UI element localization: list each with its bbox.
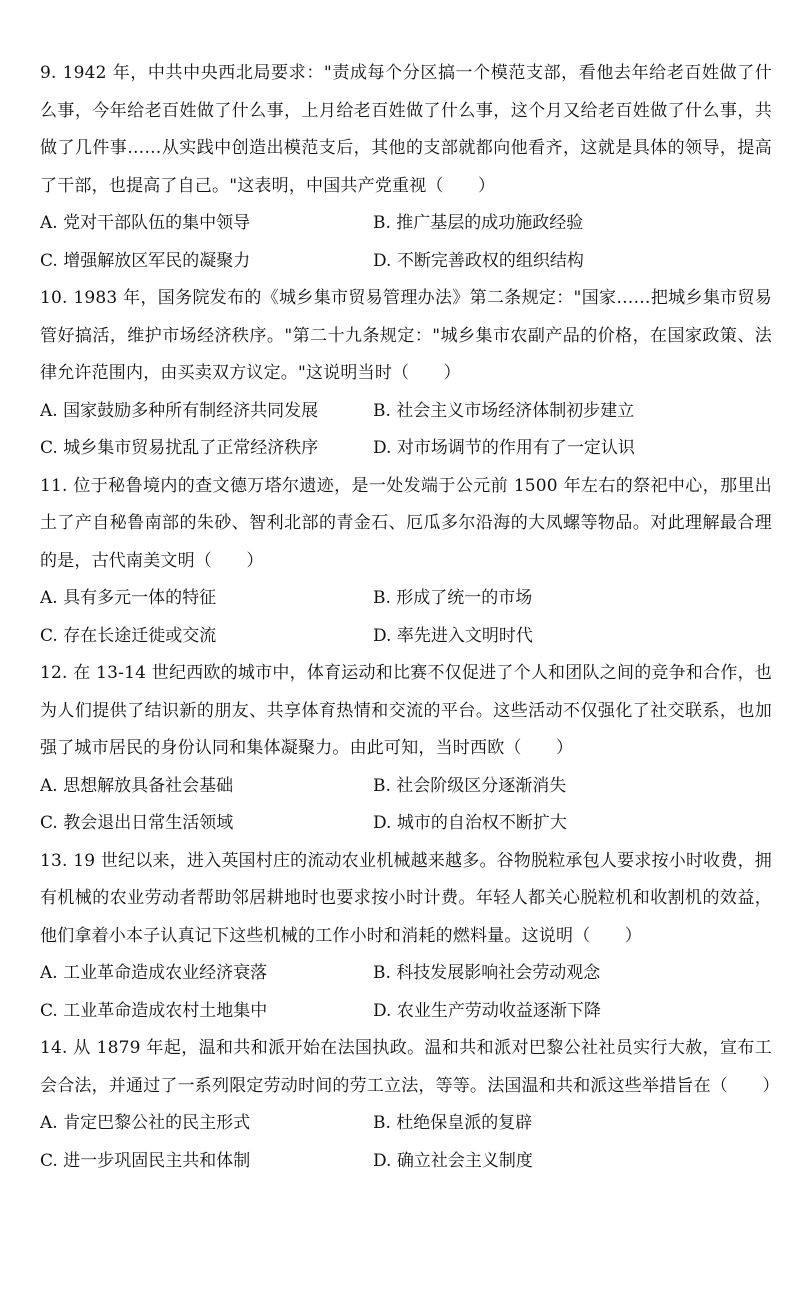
option-c[interactable]: C. 增强解放区军民的凝聚力 bbox=[40, 250, 251, 271]
options bbox=[40, 393, 772, 468]
option-d[interactable]: D. 农业生产劳动收益逐渐下降 bbox=[373, 1000, 601, 1021]
option-a[interactable]: A. 工业革命造成农业经济衰落 bbox=[40, 963, 268, 983]
question-stem: 13. 19 世纪以来，进入英国村庄的流动农业机械越来越多。谷物脱粒承包人要求按小时收费，拥有机械的农业劳动者帮助邻居耕地时也要求按小时计费。年轻人都关心脱粒机和收割机的效益，他们拿着小本子认真记下这些机械的工作小时和消耗的燃料量。这说明（ ） bbox=[40, 850, 772, 946]
question-stem: 10. 1983 年，国务院发布的《城乡集市贸易管理办法》第二条规定："国家……把城乡集市贸易管好搞活，维护市场经济秩序。"第二十九条规定："城乡集市农副产品的价格，在国家政策、法律允许范围内，由买卖双方议定。"这说明当时（ ） bbox=[40, 288, 772, 383]
option-d[interactable]: D. 率先进入文明时代 bbox=[373, 625, 533, 646]
option-b[interactable]: B. 科技发展影响社会劳动观念 bbox=[373, 963, 601, 983]
option-d[interactable]: D. 不断完善政权的组织结构 bbox=[373, 250, 584, 271]
options bbox=[40, 955, 772, 1030]
option-a[interactable]: A. 思想解放具备社会基础 bbox=[40, 775, 234, 796]
option-c[interactable]: C. 教会退出日常生活领域 bbox=[40, 813, 234, 833]
question-9 bbox=[40, 55, 772, 280]
options bbox=[40, 205, 772, 280]
question-stem: 14. 从 1879 年起，温和共和派开始在法国执政。温和共和派对巴黎公社社员实行大赦，宣布工会合法，并通过了一系列限定劳动时间的劳工立法，等等。法国温和共和派这些举措旨在（ ） bbox=[40, 1038, 780, 1096]
option-d[interactable]: D. 对市场调节的作用有了一定认识 bbox=[373, 438, 635, 458]
option-a[interactable]: A. 党对干部队伍的集中领导 bbox=[40, 213, 251, 233]
options bbox=[40, 580, 772, 655]
question-12 bbox=[40, 655, 772, 843]
options bbox=[40, 768, 772, 843]
options bbox=[40, 1105, 772, 1180]
option-a[interactable]: A. 具有多元一体的特征 bbox=[40, 588, 217, 608]
question-13 bbox=[40, 843, 772, 1031]
option-b[interactable]: B. 形成了统一的市场 bbox=[373, 588, 533, 608]
option-d[interactable]: D. 城市的自治权不断扩大 bbox=[373, 813, 567, 833]
question-11 bbox=[40, 468, 772, 656]
question-stem: 11. 位于秘鲁境内的查文德万塔尔遗迹，是一处发端于公元前 1500 年左右的祭祀中心，那里出土了产自秘鲁南部的朱砂、智利北部的青金石、厄瓜多尔沿海的大凤螺等物品。对此理解最合理的是，古代南美文明（ ） bbox=[40, 475, 772, 571]
option-d[interactable]: D. 确立社会主义制度 bbox=[373, 1150, 533, 1171]
option-b[interactable]: B. 社会阶级区分逐渐消失 bbox=[373, 775, 567, 796]
option-c[interactable]: C. 工业革命造成农村土地集中 bbox=[40, 1000, 268, 1021]
option-a[interactable]: A. 肯定巴黎公社的民主形式 bbox=[40, 1113, 251, 1133]
question-stem: 12. 在 13-14 世纪西欧的城市中，体育运动和比赛不仅促进了个人和团队之间的竞争和合作，也为人们提供了结识新的朋友、共享体育热情和交流的平台。这些活动不仅强化了社交联系，也加强了城市居民的身份认同和集体凝聚力。由此可知，当时西欧（ ） bbox=[40, 663, 772, 758]
option-c[interactable]: C. 城乡集市贸易扰乱了正常经济秩序 bbox=[40, 438, 319, 458]
question-14 bbox=[40, 1030, 780, 1180]
option-b[interactable]: B. 社会主义市场经济体制初步建立 bbox=[373, 400, 635, 421]
exam-page bbox=[40, 55, 780, 1180]
option-a[interactable]: A. 国家鼓励多种所有制经济共同发展 bbox=[40, 400, 319, 421]
option-c[interactable]: C. 进一步巩固民主共和体制 bbox=[40, 1150, 251, 1171]
question-10 bbox=[40, 280, 772, 468]
option-b[interactable]: B. 推广基层的成功施政经验 bbox=[373, 213, 584, 233]
question-stem: 9. 1942 年，中共中央西北局要求："责成每个分区搞一个模范支部，看他去年给老百姓做了什么事，今年给老百姓做了什么事，上月给老百姓做了什么事，这个月又给老百姓做了什么事，共做了几件事……从实践中创造出模范支后，其他的支部就都向他看齐，这就是具体的领导，提高了干部，也提高了自己。"这表明，中国共产党重视（ ） bbox=[40, 63, 772, 196]
option-b[interactable]: B. 杜绝保皇派的复辟 bbox=[373, 1113, 533, 1133]
option-c[interactable]: C. 存在长途迁徙或交流 bbox=[40, 625, 217, 646]
